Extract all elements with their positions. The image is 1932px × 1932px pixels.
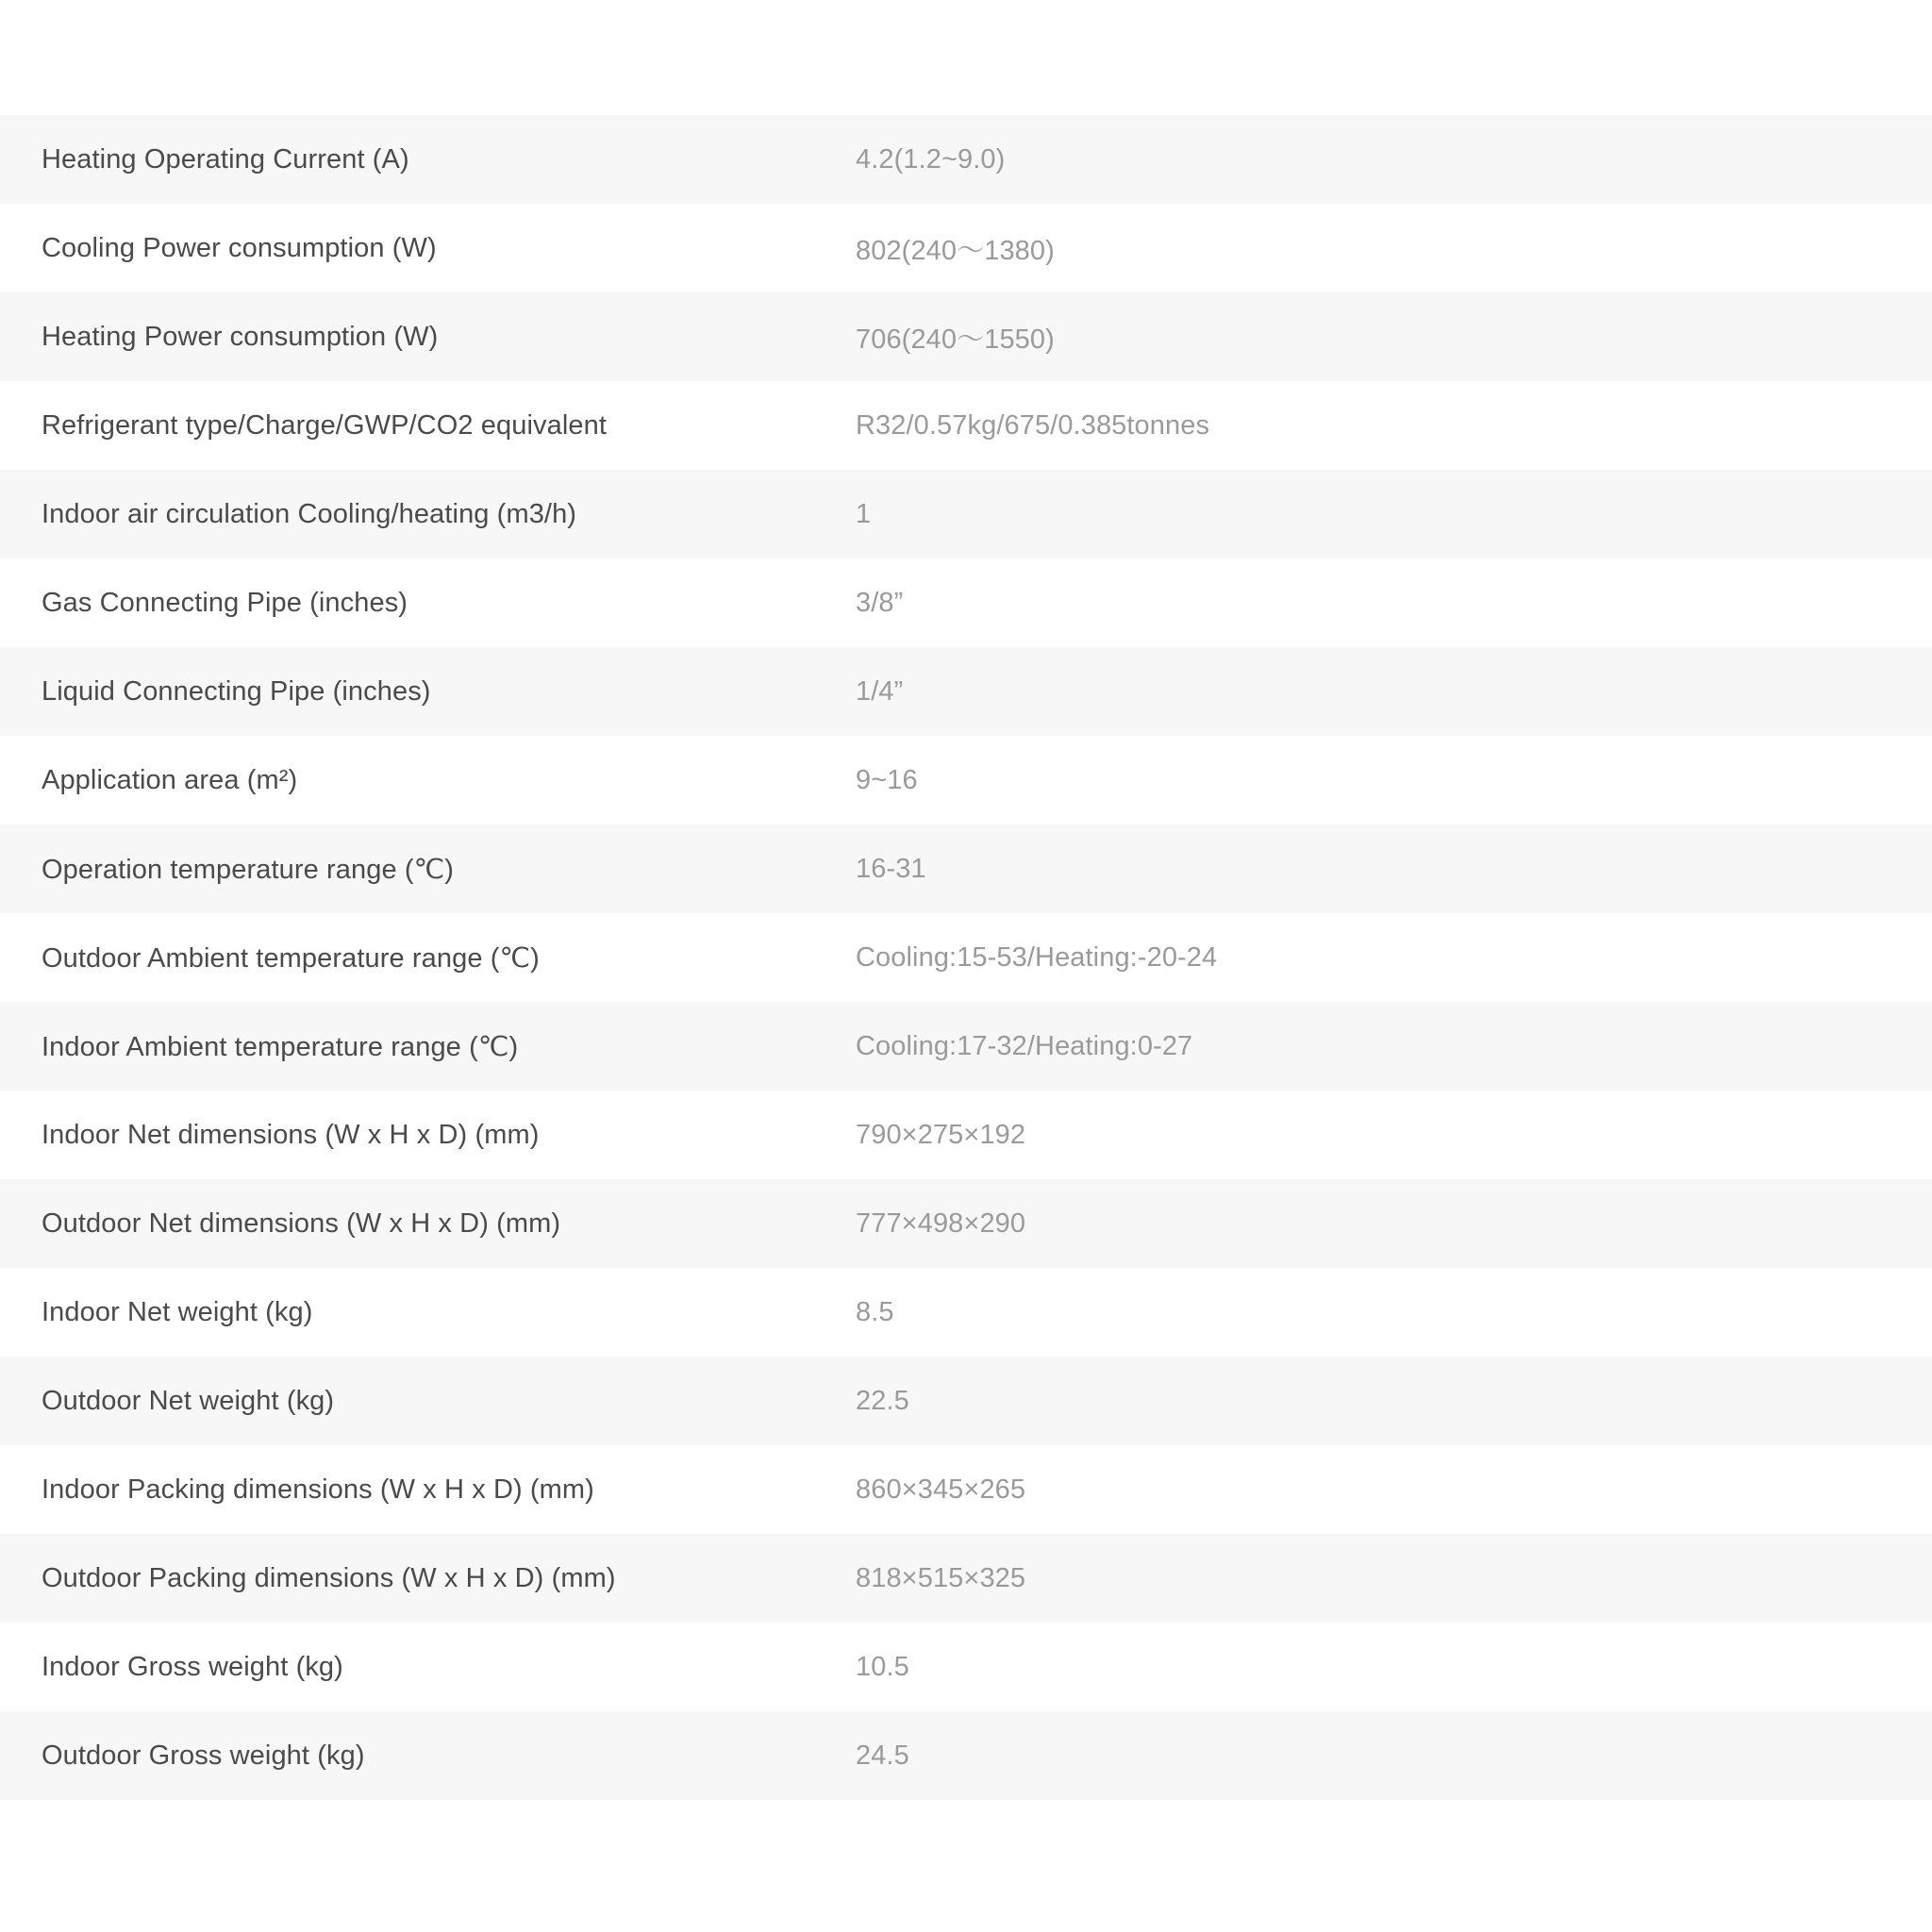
spec-label: Cooling Power consumption (W) — [42, 232, 437, 263]
table-row — [0, 1534, 1932, 1623]
table-row — [0, 470, 1932, 558]
table-row — [0, 292, 1932, 381]
table-row — [0, 204, 1932, 292]
table-row — [0, 736, 1932, 824]
spec-value: 1 — [856, 498, 872, 529]
spec-label: Indoor Ambient temperature range (℃) — [42, 1031, 519, 1062]
spec-label: Outdoor Gross weight (kg) — [42, 1740, 365, 1771]
spec-value: 22.5 — [856, 1385, 909, 1416]
table-row — [0, 647, 1932, 736]
spec-label: Operation temperature range (℃) — [42, 854, 455, 885]
spec-label: Liquid Connecting Pipe (inches) — [42, 675, 431, 707]
spec-label: Indoor Net weight (kg) — [42, 1296, 313, 1327]
table-row — [0, 913, 1932, 1002]
spec-label: Heating Operating Current (A) — [42, 143, 409, 175]
table-row — [0, 1268, 1932, 1357]
specification-table-body — [0, 115, 1932, 1800]
spec-value: Cooling:17-32/Heating:0-27 — [856, 1030, 1193, 1061]
spec-value: Cooling:15-53/Heating:-20-24 — [856, 941, 1218, 973]
spec-value: 8.5 — [856, 1296, 894, 1327]
spec-label: Indoor Gross weight (kg) — [42, 1651, 343, 1682]
spec-value: 4.2(1.2~9.0) — [856, 143, 1006, 175]
table-row — [0, 558, 1932, 647]
spec-value: 1/4” — [856, 675, 904, 707]
spec-value: 24.5 — [856, 1740, 909, 1771]
table-row — [0, 1357, 1932, 1445]
spec-label: Application area (m²) — [42, 764, 298, 795]
spec-value: 16-31 — [856, 853, 926, 884]
table-row — [0, 824, 1932, 913]
table-row — [0, 381, 1932, 470]
spec-label: Indoor air circulation Cooling/heating (m3/h) — [42, 498, 577, 529]
spec-value: 802(240〜1380) — [856, 235, 1055, 266]
spec-value: 9~16 — [856, 764, 918, 795]
spec-label: Indoor Net dimensions (W x H x D) (mm) — [42, 1119, 540, 1150]
spec-label: Heating Power consumption (W) — [42, 321, 439, 352]
spec-value: 10.5 — [856, 1651, 909, 1682]
spec-label: Indoor Packing dimensions (W x H x D) (mm) — [42, 1474, 594, 1505]
spec-label: Outdoor Packing dimensions (W x H x D) (mm) — [42, 1562, 616, 1593]
spec-value: 3/8” — [856, 587, 904, 618]
spec-value: 706(240〜1550) — [856, 324, 1055, 355]
spec-value: R32/0.57kg/675/0.385tonnes — [856, 409, 1210, 441]
specification-table — [0, 115, 1932, 1800]
spec-label: Refrigerant type/Charge/GWP/CO2 equivalent — [42, 409, 607, 441]
spec-label: Outdoor Ambient temperature range (℃) — [42, 942, 540, 974]
table-row — [0, 1179, 1932, 1268]
spec-label: Outdoor Net dimensions (W x H x D) (mm) — [42, 1208, 561, 1239]
table-row — [0, 1002, 1932, 1091]
spec-value: 860×345×265 — [856, 1474, 1026, 1505]
spec-value: 790×275×192 — [856, 1119, 1026, 1150]
spec-label: Gas Connecting Pipe (inches) — [42, 587, 408, 618]
spec-value: 818×515×325 — [856, 1562, 1026, 1593]
table-row — [0, 1623, 1932, 1711]
table-row — [0, 1445, 1932, 1534]
spec-label: Outdoor Net weight (kg) — [42, 1385, 335, 1416]
table-row — [0, 1091, 1932, 1179]
spec-value: 777×498×290 — [856, 1208, 1026, 1239]
table-row — [0, 115, 1932, 204]
table-row — [0, 1711, 1932, 1800]
